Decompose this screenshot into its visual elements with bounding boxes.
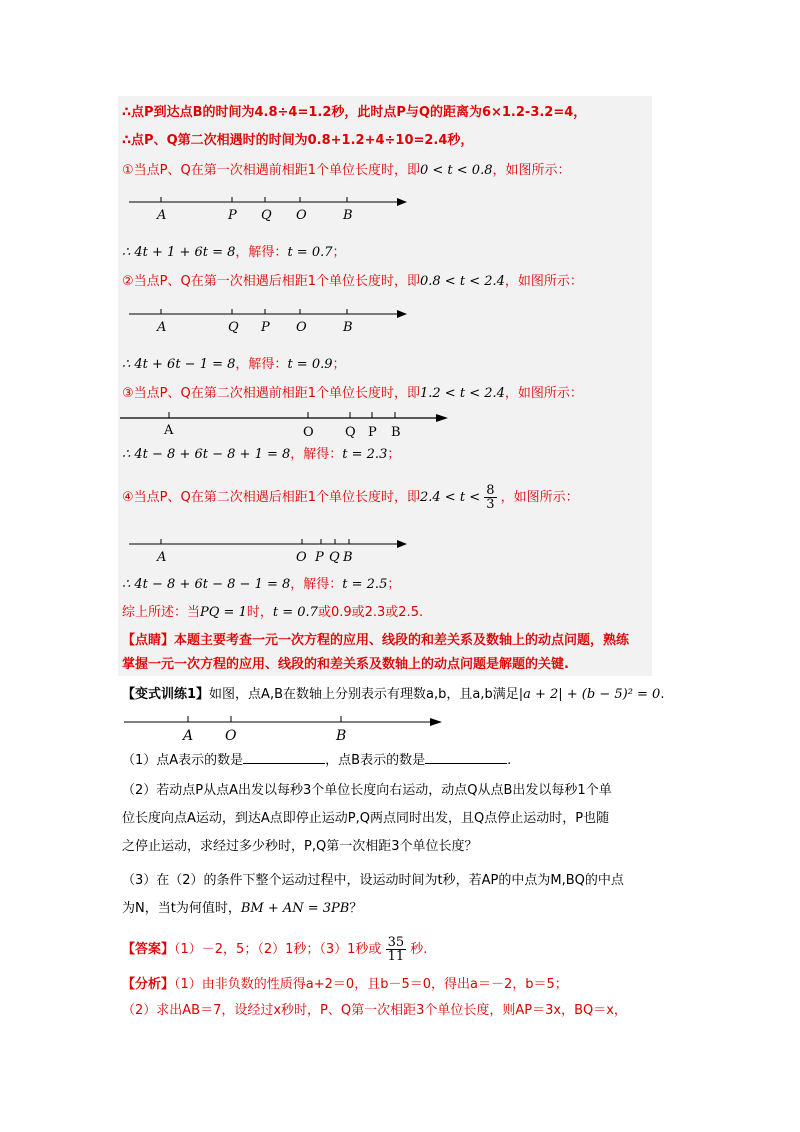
case-4-heading: ④当点P、Q在第二次相遇后相距1个单位长度时，即2.4 < t < $\frac{8}{3}$ ，如图所示： (122, 483, 579, 512)
point-label: O (296, 550, 307, 565)
case-1-equation: ∴ 4t + 1 + 6t = 8，解得：t = 0.7； (122, 245, 346, 260)
number-line-case-3 (118, 408, 453, 440)
point-label: A (164, 423, 174, 438)
case-4-equation: ∴ 4t − 8 + 6t − 8 − 1 = 8，解得：t = 2.5； (122, 577, 401, 592)
solution-line-1: ∴点P到达点B的时间为4.8÷4=1.2秒，此时点P与Q的距离为6×1.2-3.2=4， (122, 105, 587, 120)
case-3-equation: ∴ 4t − 8 + 6t − 8 + 1 = 8，解得：t = 2.3； (122, 447, 401, 462)
question-2-line-3: 之停止运动，求经过多少秒时，P,Q第一次相距3个单位长度？ (122, 839, 478, 854)
point-label: O (303, 425, 314, 440)
point-label: O (296, 208, 307, 223)
comment-line-2: 掌握一元一次方程的应用、线段的和差关系及数轴上的动点问题是解题的关键. (122, 657, 569, 672)
number-line-case-1 (125, 188, 410, 224)
point-label: A (157, 208, 167, 223)
point-label: B (391, 425, 401, 440)
answer-line: 【答案】（1）－2，5；（2）1秒；（3）1秒或 $\frac{35}{11}$ 秒. (122, 935, 428, 964)
point-label: B (343, 550, 353, 565)
point-label: A (157, 320, 167, 335)
point-label: B (336, 728, 347, 744)
answer-blank-b[interactable] (425, 763, 507, 764)
case-1-heading: ①当点P、Q在第一次相遇前相距1个单位长度时，即0 < t < 0.8，如图所示： (122, 163, 571, 178)
question-3-line-2: 为N，当t为何值时，BM + AN = 3PB？ (122, 901, 363, 916)
point-label: P (228, 208, 237, 223)
question-2-line-1: （2）若动点P从点A出发以每秒3个单位长度向右运动，动点Q从点B出发以每秒1个单 (122, 783, 612, 798)
number-line-exercise (122, 710, 447, 744)
number-line-case-4 (125, 530, 410, 566)
analysis-line-1: 【分析】（1）由非负数的性质得a+2＝0，且b－5＝0，得出a＝－2，b＝5； (122, 977, 568, 992)
question-3-line-1: （3）在（2）的条件下整个运动过程中，设运动时间为t秒，若AP的中点为M,BQ的中点 (122, 873, 624, 888)
question-2-line-2: 位长度向点A运动，到达A点即停止运动P,Q两点同时出发，且Q点停止运动时，P也随 (122, 811, 610, 826)
summary-line: 综上所述：当PQ = 1时，t = 0.7或0.9或2.3或2.5. (122, 605, 424, 620)
point-label: Q (261, 208, 272, 223)
point-label: P (368, 425, 377, 440)
exercise-intro: 【变式训练1】如图，点A,B在数轴上分别表示有理数a,b，且a,b满足|a + 2| + (b − 5)² = 0. (122, 687, 665, 702)
point-label: O (296, 320, 307, 335)
number-line-case-2 (125, 300, 410, 336)
point-label: A (157, 550, 167, 565)
point-label: Q (329, 550, 340, 565)
case-2-heading: ②当点P、Q在第一次相遇后相距1个单位长度时，即0.8 < t < 2.4，如图所示： (122, 274, 583, 289)
point-label: B (343, 320, 353, 335)
point-label: P (315, 550, 324, 565)
answer-blank-a[interactable] (243, 763, 325, 764)
point-label: Q (345, 425, 356, 440)
point-label: P (261, 320, 270, 335)
analysis-line-2: （2）求出AB＝7，设经过x秒时，P、Q第一次相距3个单位长度，则AP＝3x，BQ＝x， (122, 1003, 627, 1018)
solution-line-2: ∴点P、Q第二次相遇时的时间为0.8+1.2+4÷10=2.4秒， (122, 133, 474, 148)
point-label: Q (228, 320, 239, 335)
point-label: B (343, 208, 353, 223)
case-3-heading: ③当点P、Q在第二次相遇前相距1个单位长度时，即1.2 < t < 2.4，如图所示： (122, 386, 583, 401)
comment-line-1: 【点睛】本题主要考查一元一次方程的应用、线段的和差关系及数轴上的动点问题，熟练 (122, 633, 630, 648)
point-label: O (225, 728, 237, 744)
case-2-equation: ∴ 4t + 6t − 1 = 8，解得：t = 0.9； (122, 357, 346, 372)
point-label: A (183, 728, 194, 744)
question-1: （1）点A表示的数是 ，点B表示的数是 . (122, 753, 512, 768)
